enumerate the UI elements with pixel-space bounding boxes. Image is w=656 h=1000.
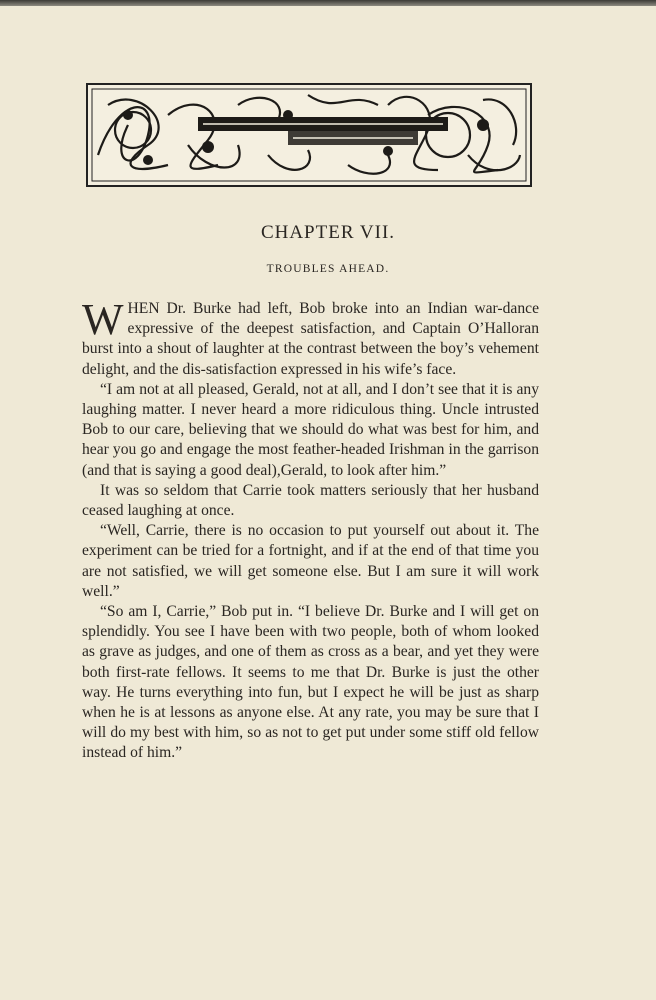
chapter-title: CHAPTER VII. — [260, 222, 396, 243]
paragraph-4: “Well, Carrie, there is no occasion to put yourself out about it. The experiment can be tried for a fortnight, and if at the end of that time you are not satisfied, we will get someone else. But I am sure it will work well.” — [82, 522, 539, 600]
page-edge — [0, 0, 656, 6]
paragraph-2: “I am not at all pleased, Gerald, not at all, and I don’t see that it is any laughing matter. I never heard a more ridiculous thing. Uncle intrusted Bob to our care, believing that we should do what was best for him, and hear you go and engage the most feather-headed Irishman in the garrison (and that is saying a good deal),Gerald, to look after him.” — [82, 380, 539, 479]
paragraph-1-text: HEN Dr. Burke had left, Bob broke into an Indian war-dance expressive of the deepest satisfaction, and Captain O’Halloran burst into a shout of laughter at the contrast between the boy’s vehement delight, and the dis-satisfaction expressed in his wife’s face. — [82, 300, 539, 378]
chapter-subtitle: TROUBLES AHEAD. — [266, 263, 390, 275]
drop-cap: W — [82, 295, 124, 344]
paragraph-3: It was so seldom that Carrie took matters seriously that her husband ceased laughing at once. — [82, 481, 539, 520]
ornamental-headpiece-icon — [86, 83, 532, 187]
paragraph-5: “So am I, Carrie,” Bob put in. “I believe Dr. Burke and I will get on splendidly. You see I have been with two people, both of whom looked as grave as judges, and one of them as cross as a bear, and yet they were both first-rate fellows. It seems to me that Dr. Burke is just the other way. He turns everything into fun, but I expect he will be just as sharp when he is at lessons as anyone else. At any rate, you may be sure that I will do my best with him, so as not to get put under some stiff old fellow instead of him.” — [82, 603, 539, 762]
paragraph-1 — [82, 295, 539, 380]
body-text — [82, 295, 539, 764]
